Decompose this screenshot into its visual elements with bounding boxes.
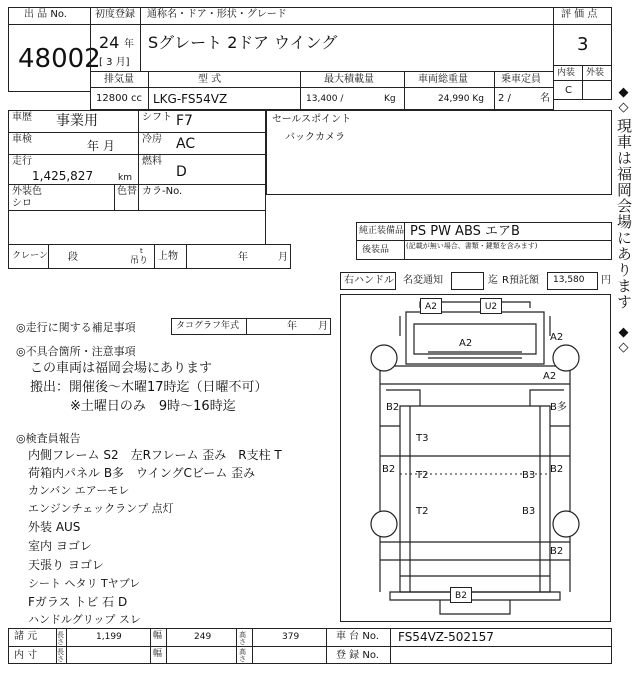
color-number-label: カラ-No. (142, 186, 183, 197)
inspector-line-8: シート ヘタリ Tヤブレ (28, 577, 141, 590)
recycle-label: R預託額 (502, 275, 539, 286)
ac-value: AC (176, 136, 196, 152)
damage-a2-cab: A2 (459, 338, 473, 349)
damage-tag-b2-rear: B2 (450, 587, 472, 603)
history-value: 事業用 (56, 113, 98, 129)
registration-year-unit: 年 (124, 39, 134, 50)
defect-title: ◎不具合箇所・注意事項 (16, 345, 136, 358)
model-value: LKG-FS54VZ (153, 92, 228, 106)
name-change-label: 名変通知 (403, 275, 443, 286)
supplement-title: ◎走行に関する補足事項 (16, 321, 136, 334)
crane-stage-unit: 段 (68, 252, 78, 263)
retrofit-label: 後装品 (362, 245, 390, 255)
shift-label: シフト (142, 112, 172, 123)
sales-point-label: セールスポイント (272, 114, 352, 125)
mileage-value: 1,425,827 (32, 169, 94, 183)
side-banner (613, 70, 637, 380)
name-change-date-suffix: 迄 (488, 275, 498, 286)
fuel-label: 燃料 (142, 156, 162, 167)
mileage-unit: km (118, 173, 132, 183)
damage-b2-right-lower: B2 (550, 464, 564, 475)
inspector-title: ◎検査員報告 (16, 432, 81, 445)
registration-month: [ 3 月] (99, 57, 130, 68)
displacement-value: 12800 cc (96, 93, 142, 104)
recycle-yen: 円 (601, 275, 611, 286)
width-label: 幅 (153, 631, 163, 641)
title-label: 通称名・ドア・形状・グレード (147, 9, 287, 20)
first-registration-label: 初度登録 (95, 9, 135, 20)
height-value: 379 (282, 632, 300, 642)
internal-width-label: 幅 (153, 649, 163, 659)
banner-top-mark: ◆◇ (616, 85, 631, 115)
gross-weight-label: 車両総重量 (418, 74, 468, 85)
tachograph-label: タコグラフ年式 (176, 321, 240, 331)
damage-b-many-right-box: B多 (550, 402, 567, 413)
vehicle-title: Sグレート 2ドア ウイング (148, 33, 338, 52)
rhd-label: 右ハンドル (344, 275, 394, 286)
name-change-box (451, 272, 484, 290)
ac-label: 冷房 (142, 134, 162, 145)
capacity-label: 乗車定員 (501, 74, 541, 85)
shift-value: F7 (176, 113, 193, 129)
max-load-value: 13,400 / (306, 94, 344, 104)
inspector-line-6: 室内 ヨゴレ (28, 539, 92, 553)
inspector-line-4: エンジンチェックランプ 点灯 (28, 502, 174, 515)
damage-b3-right-rear: B3 (522, 506, 536, 517)
height-label: 高さ (239, 631, 246, 646)
damage-b2-rear-side: B2 (550, 546, 564, 557)
registration-year: 24 (99, 33, 120, 52)
damage-b2-left-lower: B2 (382, 464, 396, 475)
crane-label: クレーン (12, 251, 48, 261)
gross-weight-value: 24,990 Kg (438, 94, 484, 104)
tachograph-year-unit: 年 (287, 321, 297, 332)
exterior-color-value: シロ (12, 198, 32, 209)
damage-t2-floor-rear: T2 (416, 506, 429, 517)
color-change-label: 色替 (117, 186, 137, 197)
body-label: 上物 (158, 251, 178, 262)
exterior-color-label: 外装色 (12, 186, 42, 197)
retrofit-note: (記載が無い場合、書類・鍵類を含みます) (406, 242, 538, 250)
defect-line-1: この車両は福岡会場にあります (30, 361, 213, 376)
score-value: 3 (577, 34, 589, 55)
capacity-unit: 名 (540, 93, 550, 104)
banner-text: 現車は福岡会場にあります (615, 118, 633, 310)
history-label: 車歴 (12, 112, 32, 123)
equipment-label: 純正装備品 (359, 226, 405, 236)
inspector-line-5: 外装 AUS (28, 520, 81, 534)
defect-line-2: 搬出：開催後～木曜17時迄（日曜不可） (30, 380, 268, 395)
inspection-value: 年 月 (87, 139, 115, 153)
damage-a2-right-mirror: A2 (550, 332, 564, 343)
interior-label: 内装 (557, 68, 576, 78)
internal-length-label: 長さ (57, 648, 64, 663)
sales-point-text: バックカメラ (285, 132, 345, 143)
internal-height-label: 高さ (239, 648, 246, 663)
damage-a2-right-front: A2 (543, 371, 557, 382)
inspector-line-7: 天張り ヨゴレ (28, 558, 104, 572)
tachograph-month-unit: 月 (318, 321, 328, 332)
crane-row (8, 244, 291, 269)
recycle-value: 13,580 (553, 275, 585, 285)
chassis-label: 車 台 No. (336, 631, 379, 642)
exterior-label: 外装 (586, 68, 605, 78)
damage-t2-floor-mid: T2 (416, 470, 429, 481)
damage-b2-left-box: B2 (386, 402, 400, 413)
score-label: 評 価 点 (561, 9, 598, 20)
crane-ton-unit: t (140, 247, 143, 255)
damage-tag-a2-front: A2 (420, 298, 442, 314)
inspector-line-2: 荷箱内パネル B多 ウイングCビーム 歪み (28, 466, 256, 480)
internal-dims-label: 内 寸 (14, 650, 38, 661)
dimensions-label: 諸 元 (14, 631, 38, 642)
body-year-unit: 年 (238, 252, 248, 263)
lot-number: 48002 (18, 44, 101, 74)
damage-tag-u2-front: U2 (480, 298, 502, 314)
registration-label: 登 録 No. (336, 650, 379, 661)
inspection-label: 車検 (12, 134, 32, 145)
lot-number-label: 出 品 No. (24, 9, 67, 20)
width-value: 249 (194, 632, 212, 642)
inspector-line-1: 内側フレーム S2 左Rフレーム 歪み R支柱 T (28, 448, 282, 462)
truck-diagram (340, 294, 611, 622)
banner-bottom-mark: ◆◇ (616, 325, 631, 355)
interior-grade: C (565, 85, 572, 96)
crane-lift-unit: 吊り (130, 256, 149, 266)
equipment-value: PS PW ABS エアB (410, 224, 520, 239)
chassis-value: FS54VZ-502157 (398, 630, 494, 644)
inspector-line-9: Fガラス トビ 石 D (28, 595, 128, 609)
damage-t3-floor: T3 (416, 433, 429, 444)
model-label: 型 式 (198, 74, 222, 85)
max-load-unit: Kg (384, 94, 396, 104)
damage-b3-right-mid: B3 (522, 470, 536, 481)
fuel-value: D (176, 164, 187, 180)
body-month-unit: 月 (278, 252, 288, 263)
capacity-value: 2 / (498, 93, 511, 104)
length-label: 長さ (57, 631, 64, 646)
max-load-label: 最大積載量 (324, 74, 374, 85)
inspector-line-10: ハンドルグリップ スレ (28, 613, 141, 626)
mileage-label: 走行 (12, 156, 32, 167)
displacement-label: 排気量 (104, 74, 134, 85)
defect-line-3: ※土曜日のみ 9時～16時迄 (70, 399, 236, 414)
length-value: 1,199 (96, 632, 122, 642)
inspector-line-3: カンバン エアーモレ (28, 484, 130, 497)
